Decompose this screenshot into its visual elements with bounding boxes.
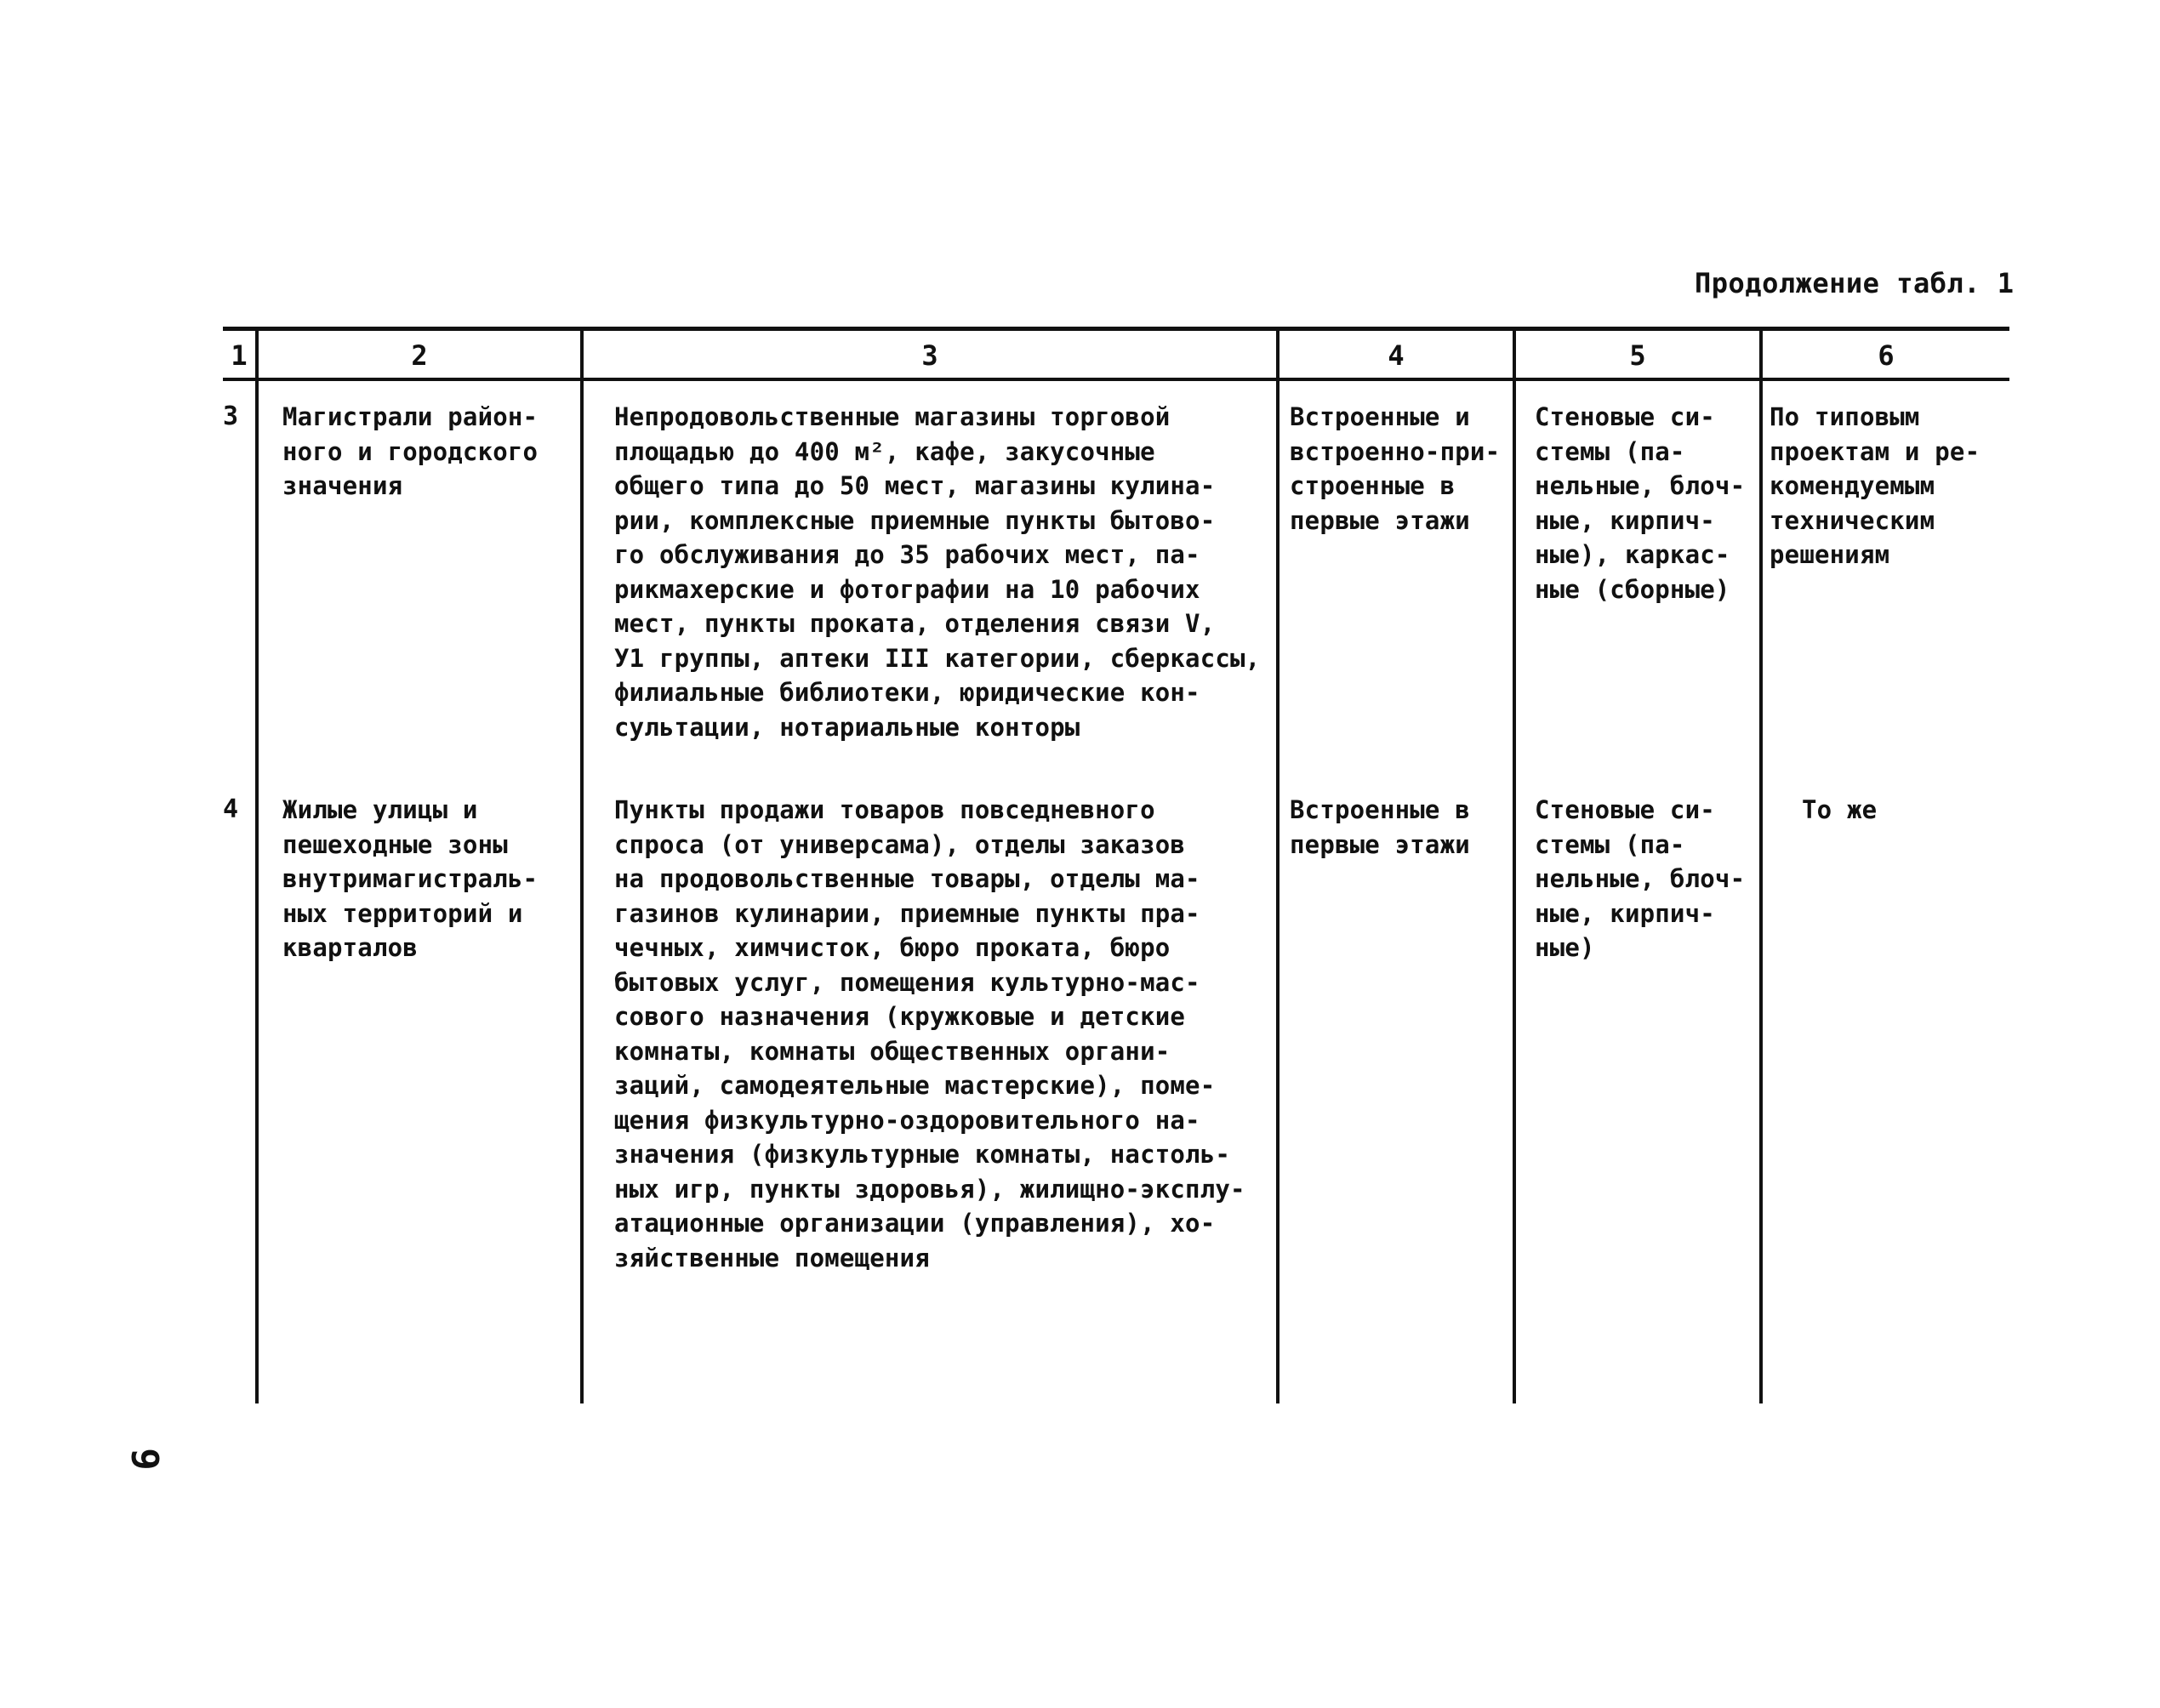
row-placement: Встроенные в первые этажи (1290, 795, 1470, 859)
row-design-basis: По типовым проектам и ре- комендуемым техническим решениям (1770, 402, 1980, 569)
table-top-rule (223, 327, 2009, 331)
row-number: 3 (223, 401, 239, 431)
row-wall-systems: Стеновые си- стемы (па- нельные, блоч- ные, кирпич- ные), каркас- ные (сборные) (1535, 402, 1746, 604)
header-col-3: 3 (921, 339, 938, 372)
page-number: 9 (123, 1448, 167, 1471)
row-facilities: Пункты продажи товаров повседневного спроса (от универсама), отделы заказов на продовольственные товары, отделы ма- газинов кулинарии, приемные пункты пра- чечных, химчисток, бюро проката, бюро бытовых услуг, помещения культурно-мас- сового назначения (кружковые и детские комнаты, комнаты общественных органи- заций, самодеятельные мастерские), поме- щения физкультурно-оздоровительного на- значения (физкультурные комнаты, настоль- ных игр, пункты здоровья), жилищно-эксплу- атационные организации (управления), хо- зяйственные помещения (614, 795, 1245, 1272)
header-col-6: 6 (1878, 339, 1895, 372)
row-street-type: Жилые улицы и пешеходные зоны внутримагистраль- ных территорий и кварталов (282, 795, 539, 962)
column-divider-2 (580, 327, 584, 1403)
header-col-2: 2 (411, 339, 428, 372)
header-col-5: 5 (1629, 339, 1646, 372)
row-design-basis: То же (1802, 795, 1878, 824)
row-placement: Встроенные и встроенно-при- строенные в первые этажи (1290, 402, 1501, 535)
header-col-1: 1 (231, 339, 248, 372)
row-street-type: Магистрали район- ного и городского значения (282, 402, 539, 500)
table (223, 327, 2009, 1403)
column-divider-5 (1759, 327, 1763, 1403)
table-header-rule (223, 378, 2009, 381)
table-continuation-caption: Продолжение табл. 1 (1695, 267, 2015, 299)
column-divider-4 (1513, 327, 1516, 1403)
column-divider-1 (255, 327, 259, 1403)
row-number: 4 (223, 794, 239, 824)
column-divider-3 (1276, 327, 1279, 1403)
row-facilities: Непродовольственные магазины торговой площадью до 400 м², кафе, закусочные общего типа до 50 мест, магазины кулина- рии, комплексные приемные пункты бытово- го обслуживания до 35 рабочих мест, па- рикмахерские и фотографии на 10 рабочих мест, пункты проката, отделения связи V, У1 группы, аптеки III категории, сберкассы, филиальные библиотеки, юридические кон- сультации, нотариальные конторы (614, 402, 1261, 742)
row-wall-systems: Стеновые си- стемы (па- нельные, блоч- ные, кирпич- ные) (1535, 795, 1746, 962)
header-col-4: 4 (1388, 339, 1405, 372)
